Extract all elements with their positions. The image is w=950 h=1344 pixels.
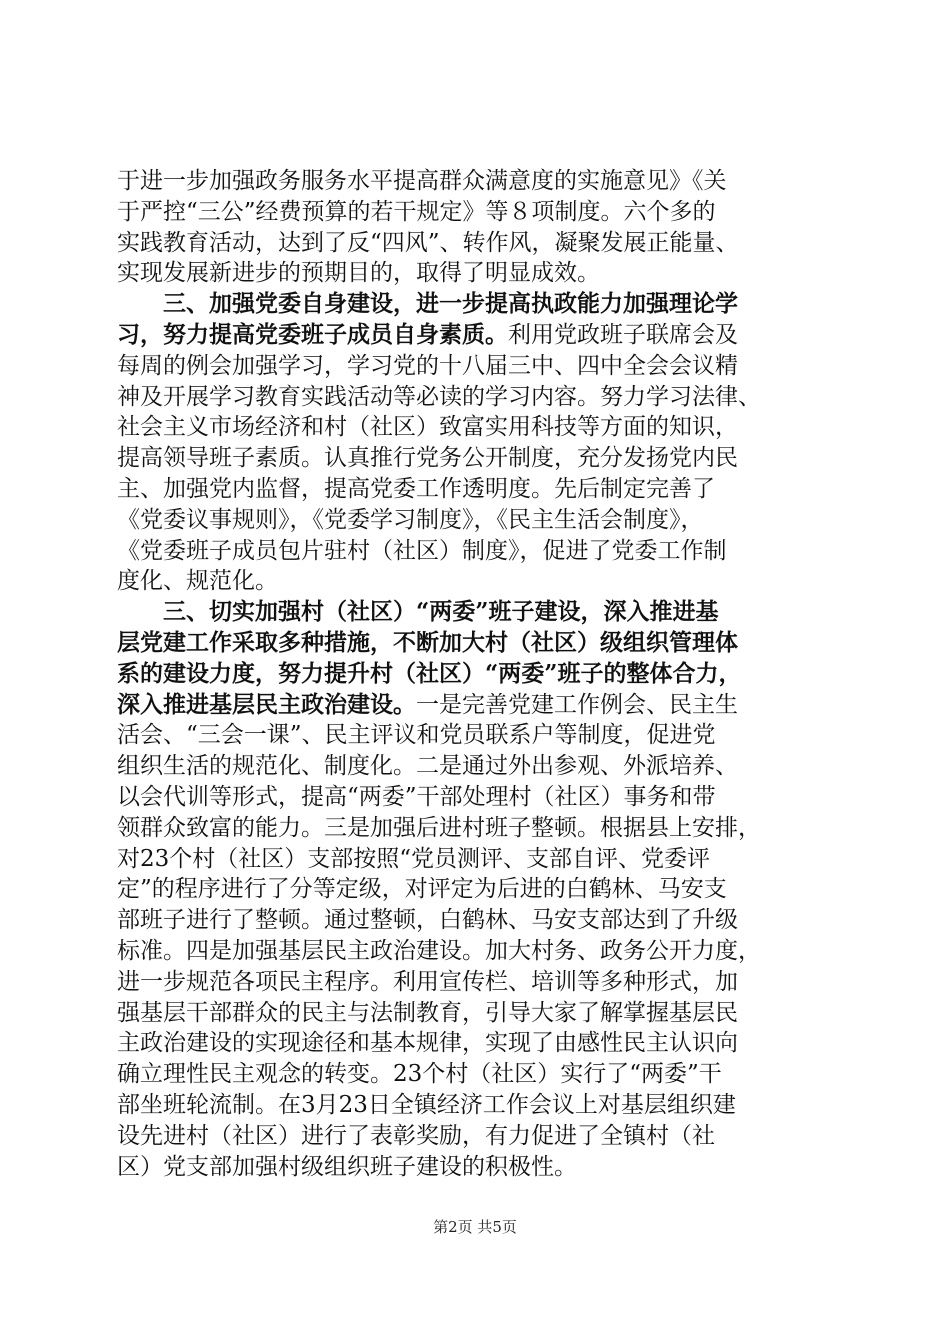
text-line xyxy=(117,1059,833,1090)
text-segment: 部坐班轮流制。在3月23日全镇经济工作会议上对基层组织建 xyxy=(117,1091,736,1118)
text-segment: 一是完善党建工作例会、民主生 xyxy=(416,691,738,718)
text-segment: 定”的程序进行了分等定级，对评定为后进的白鹤林、马安支 xyxy=(117,876,727,903)
text-segment: 标准。四是加强基层民主政治建设。加大村务、政务公开力度， xyxy=(117,937,761,964)
text-line xyxy=(117,936,833,967)
text-line xyxy=(117,566,833,597)
text-segment: 于严控“三公”经费预算的若干规定》等８项制度。六个多的 xyxy=(117,198,716,225)
text-line xyxy=(117,813,833,844)
text-segment: 每周的例会加强学习，学习党的十八届三中、四中全会会议精 xyxy=(117,352,738,379)
page-footer: 第2页 共5页 xyxy=(433,1218,517,1236)
text-segment: 对23个村（社区）支部按照“党员测评、支部自评、党委评 xyxy=(117,845,711,872)
text-line xyxy=(117,628,833,659)
text-segment: 确立理性民主观念的转变。23个村（社区）实行了“两委”干 xyxy=(117,1061,722,1088)
text-line xyxy=(117,597,833,628)
text-line xyxy=(117,905,833,936)
text-line xyxy=(117,874,833,905)
text-segment: 社会主义市场经济和村（社区）致富实用科技等方面的知识， xyxy=(117,414,738,441)
bold-text-segment: 三、切实加强村（社区）“两委”班子建设，深入推进基 xyxy=(163,598,719,626)
text-segment: 《党委议事规则》，《党委学习制度》，《民主生活会制度》， xyxy=(117,506,704,533)
text-line xyxy=(117,536,833,567)
text-segment: 度化、规范化。 xyxy=(117,568,278,595)
text-line xyxy=(117,443,833,474)
text-line xyxy=(117,998,833,1029)
text-line xyxy=(117,690,833,721)
text-line xyxy=(117,844,833,875)
text-line xyxy=(117,1090,833,1121)
bold-text-segment: 系的建设力度，努力提升村（社区）“两委”班子的整体合力， xyxy=(117,659,742,687)
text-line xyxy=(117,412,833,443)
text-segment: 区）党支部加强村级组织班子建设的积极性。 xyxy=(117,1153,577,1180)
bold-text-segment: 层党建工作采取多种措施，不断加大村（社区）级组织管理体 xyxy=(117,628,738,656)
text-segment: 组织生活的规范化、制度化。二是通过外出参观、外派培养、 xyxy=(117,753,738,780)
bold-text-segment: 三、加强党委自身建设，进一步提高执政能力加强理论学 xyxy=(163,290,738,318)
text-segment: 部班子进行了整顿。通过整顿，白鹤林、马安支部达到了升级 xyxy=(117,907,738,934)
text-line xyxy=(117,228,833,259)
text-segment: 进一步规范各项民主程序。利用宣传栏、培训等多种形式，加 xyxy=(117,968,738,995)
text-line xyxy=(117,197,833,228)
text-line xyxy=(117,967,833,998)
text-segment: 强基层干部群众的民主与法制教育，引导大家了解掌握基层民 xyxy=(117,999,738,1026)
text-segment: 主、加强党内监督，提高党委工作透明度。先后制定完善了 xyxy=(117,475,715,502)
text-segment: 活会、“三会一课”、民主评议和党员联系户等制度，促进党 xyxy=(117,722,716,749)
text-line xyxy=(117,166,833,197)
bold-text-segment: 习，努力提高党委班子成员自身素质。 xyxy=(117,320,508,348)
text-line xyxy=(117,751,833,782)
text-segment: 《党委班子成员包片驻村（社区）制度》，促进了党委工作制 xyxy=(117,537,727,564)
text-line xyxy=(117,382,833,413)
text-line xyxy=(117,782,833,813)
text-segment: 利用党政班子联席会及 xyxy=(508,321,738,348)
bold-text-segment: 深入推进基层民主政治建设。 xyxy=(117,690,416,718)
text-segment: 实践教育活动，达到了反“四风”、转作风，凝聚发展正能量、 xyxy=(117,229,739,256)
text-line xyxy=(117,505,833,536)
text-line xyxy=(117,289,833,320)
text-segment: 于进一步加强政务服务水平提高群众满意度的实施意见》《关 xyxy=(117,168,727,194)
text-segment: 实现发展新进步的预期目的，取得了明显成效。 xyxy=(117,260,600,287)
text-line xyxy=(117,1028,833,1059)
text-line xyxy=(117,720,833,751)
text-segment: 主政治建设的实现途径和基本规律，实现了由感性民主认识向 xyxy=(117,1030,738,1057)
text-segment: 设先进村（社区）进行了表彰奖励，有力促进了全镇村（社 xyxy=(117,1122,715,1149)
text-segment: 以会代训等形式，提高“两委”干部处理村（社区）事务和带 xyxy=(117,783,716,810)
text-line xyxy=(117,474,833,505)
document-body xyxy=(117,166,833,1182)
text-line xyxy=(117,258,833,289)
text-segment: 神及开展学习教育实践活动等必读的学习内容。努力学习法律、 xyxy=(117,383,761,410)
text-line xyxy=(117,320,833,351)
text-segment: 提高领导班子素质。认真推行党务公开制度，充分发扬党内民 xyxy=(117,445,738,472)
text-line xyxy=(117,1152,833,1183)
text-line xyxy=(117,351,833,382)
text-line xyxy=(117,1121,833,1152)
text-segment: 领群众致富的能力。三是加强后进村班子整顿。根据县上安排， xyxy=(117,814,761,841)
text-line xyxy=(117,659,833,690)
